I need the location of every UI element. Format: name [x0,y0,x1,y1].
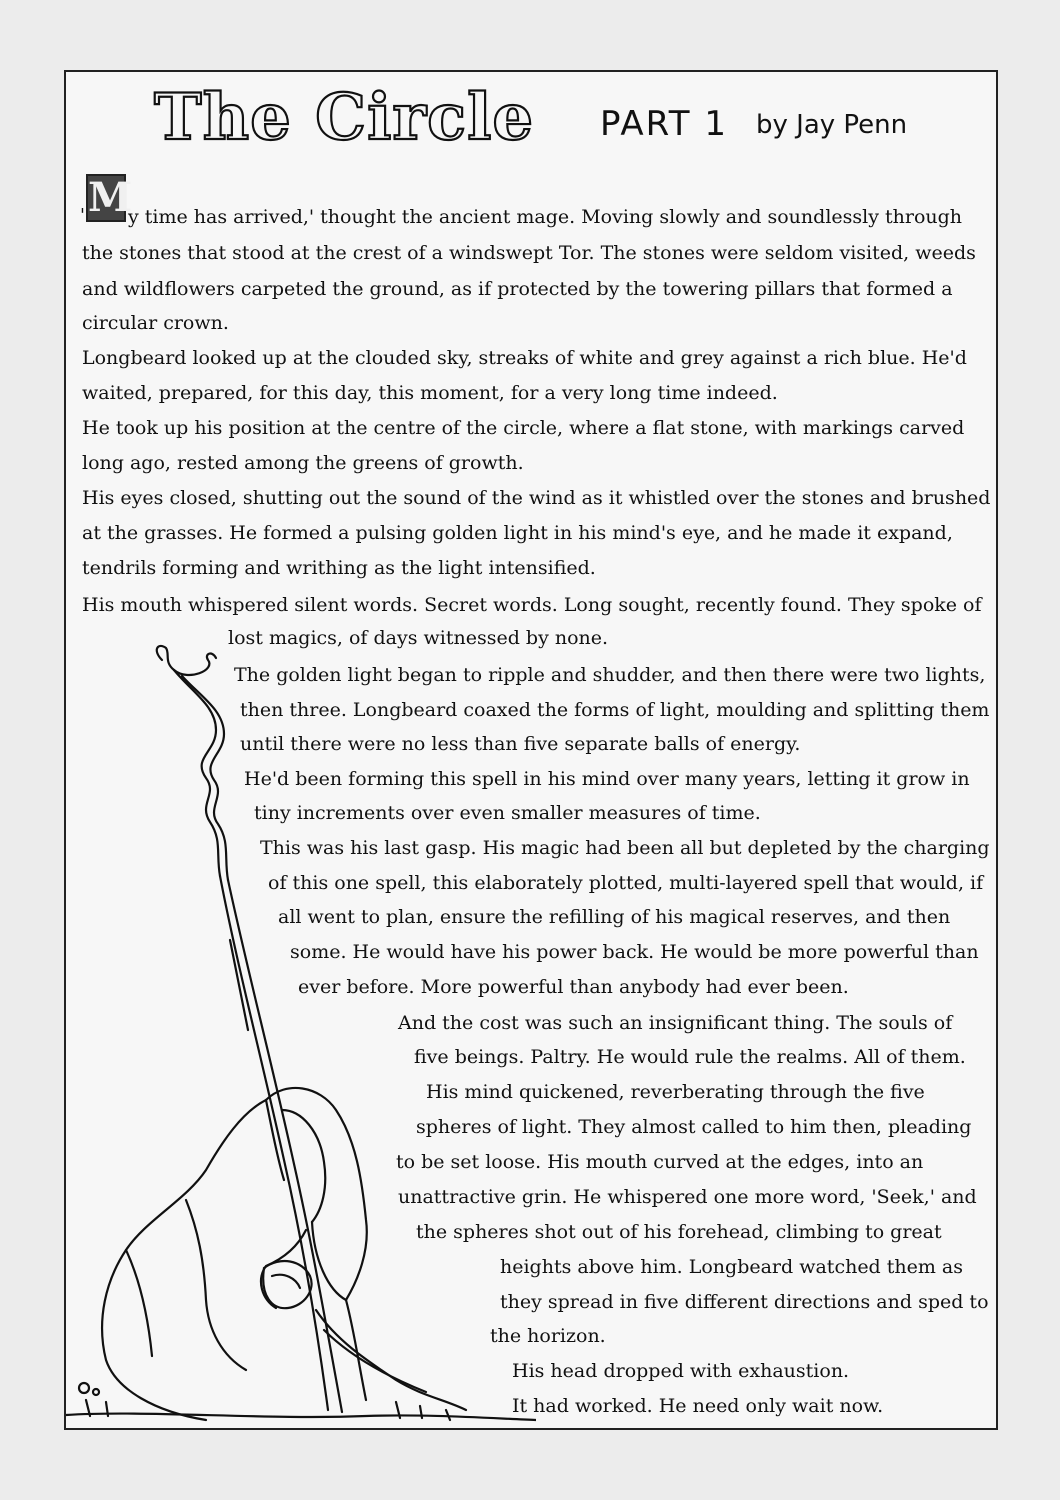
story-line: And the cost was such an insignificant thing. The souls of [398,1012,953,1034]
drop-cap: M [88,174,133,221]
story-line: y time has arrived,' thought the ancient mage. Moving slowly and soundlessly through [128,206,963,228]
opening-quote: ' [80,205,85,226]
mage-illustration [66,640,536,1430]
story-line: tiny increments over even smaller measures of time. [254,802,761,824]
story-line: of this one spell, this elaborately plotted, multi-layered spell that would, if [268,872,984,894]
story-line: His eyes closed, shutting out the sound of the wind as it whistled over the stones and brushed [82,487,991,509]
story-line: unattractive grin. He whispered one more word, 'Seek,' and [398,1186,977,1208]
part-label: PART 1 [600,104,728,144]
story-line: His mind quickened, reverberating through the five [426,1081,925,1103]
story-line: His mouth whispered silent words. Secret words. Long sought, recently found. They spoke of [82,594,982,616]
story-line: This was his last gasp. His magic had been all but depleted by the charging [260,837,990,859]
story-line: The golden light began to ripple and shudder, and then there were two lights, [234,664,986,686]
staff-icon [157,646,216,675]
header [154,80,974,170]
story-line: He'd been forming this spell in his mind over many years, letting it grow in [244,768,970,790]
story-line: long ago, rested among the greens of growth. [82,452,524,474]
story-line: circular crown. [82,312,229,334]
story-line: spheres of light. They almost called to him then, pleading [416,1116,972,1138]
story-line: tendrils forming and writhing as the light intensified. [82,557,596,579]
story-title: The Circle [154,80,535,155]
story-line: waited, prepared, for this day, this moment, for a very long time indeed. [82,382,778,404]
story-line: He took up his position at the centre of the circle, where a flat stone, with markings carved [82,417,965,439]
story-line: the stones that stood at the crest of a windswept Tor. The stones were seldom visited, weeds [82,242,976,264]
story-line: they spread in five different directions and sped to [500,1291,989,1313]
story-line: then three. Longbeard coaxed the forms of light, moulding and splitting them [240,699,990,721]
story-line: at the grasses. He formed a pulsing golden light in his mind's eye, and he made it expand, [82,522,953,544]
story-line: the horizon. [490,1325,606,1347]
author-byline: by Jay Penn [756,110,908,140]
story-line: until there were no less than five separate balls of energy. [240,733,801,755]
story-line: five beings. Paltry. He would rule the realms. All of them. [414,1046,966,1068]
story-line: It had worked. He need only wait now. [512,1395,884,1417]
story-line: the spheres shot out of his forehead, climbing to great [416,1221,942,1243]
story-line: lost magics, of days witnessed by none. [228,627,609,649]
story-line: and wildflowers carpeted the ground, as if protected by the towering pillars that formed a [82,278,953,300]
story-line: His head dropped with exhaustion. [512,1360,850,1382]
story-line: all went to plan, ensure the refilling of his magical reserves, and then [278,906,951,928]
story-line: Longbeard looked up at the clouded sky, streaks of white and grey against a rich blue. He'd [82,347,967,369]
story-line: to be set loose. His mouth curved at the edges, into an [396,1151,924,1173]
story-line: heights above him. Longbeard watched them as [500,1256,964,1278]
story-line: some. He would have his power back. He would be more powerful than [290,941,979,963]
story-line: ever before. More powerful than anybody had ever been. [298,976,849,998]
